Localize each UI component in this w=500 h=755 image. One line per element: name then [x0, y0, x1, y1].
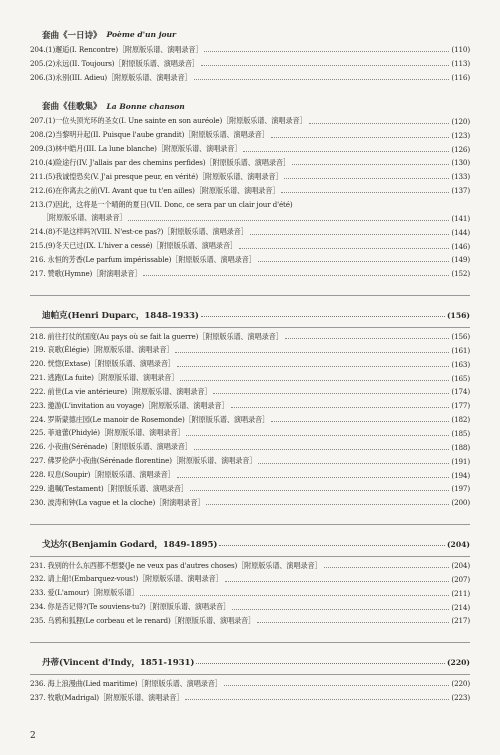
- section-page: (220): [446, 657, 470, 667]
- section-heading[interactable]: [42, 536, 470, 553]
- toc-entry[interactable]: [30, 413, 470, 427]
- entry-page: (110): [451, 45, 470, 55]
- toc-entry[interactable]: [30, 253, 470, 267]
- section-heading-underline: [30, 556, 470, 557]
- toc-entry[interactable]: [30, 482, 470, 496]
- entry-page: (152): [451, 269, 470, 279]
- dot-leader: [281, 191, 449, 193]
- entry-title: 228. 叹息(Soupir)［附原版乐谱、演唱录音］: [30, 470, 175, 480]
- entry-page: (220): [451, 679, 470, 689]
- entry-title: 211.(5)我诚惶恐矣(V. J'ai presque peur, en vérité)［附原版乐谱、演唱录音］: [30, 171, 283, 181]
- entry-page: (188): [451, 442, 470, 452]
- entry-title: 210.(4)险途行(IV. J'allais par des chemins perfides)［附原版乐谱、演唱录音］: [30, 157, 290, 167]
- toc-entry[interactable]: [30, 600, 470, 614]
- entry-title: 237. 牧歌(Madrigal)［附原版乐谱、演唱录音］: [30, 692, 184, 702]
- entry-page: (197): [451, 484, 470, 494]
- entry-title: 225. 菲迪蕾(Phidylé)［附原版乐谱、演唱录音］: [30, 428, 185, 438]
- section-divider: [30, 524, 470, 525]
- entry-title: 205.(2)永远(II. Toujours)［附原版乐谱、演唱录音］: [30, 58, 199, 68]
- toc-entry[interactable]: [30, 496, 470, 510]
- dot-leader: [194, 448, 450, 450]
- entry-page: (200): [451, 498, 470, 508]
- entry-title: 213.(7)因此，这将是一个晴朗的夏日(VII. Donc, ce sera par un clair jour d'été): [30, 199, 293, 209]
- entry-page: (214): [451, 602, 470, 612]
- entry-page: (194): [451, 470, 470, 480]
- entry-title: 207.(1)一位头顶光环的圣女(I. Une sainte en son auréole)［附原版乐谱、演唱录音］: [30, 116, 307, 126]
- entry-title: 233. 爱(L'amour)［附原版乐谱］: [30, 588, 139, 598]
- entry-page: (149): [451, 255, 470, 265]
- dot-leader: [185, 698, 449, 700]
- entry-title: 217. 赞歌(Hymne)［附演唱录音］: [30, 268, 142, 278]
- page-number: 2: [30, 731, 36, 741]
- dot-leader: [194, 78, 450, 80]
- entry-title: 236. 海上浪漫曲(Lied maritime)［附原版乐谱、演唱录音］: [30, 678, 222, 688]
- entry-title: ［附原版乐谱、演唱录音］: [42, 213, 127, 223]
- section-heading[interactable]: [42, 26, 470, 43]
- dot-leader: [257, 621, 449, 623]
- entry-title: 231. 我别的什么东西都不想要(Je ne veux pas d'autres choses)［附原版乐谱、演唱录音］: [30, 560, 322, 570]
- entry-page: (126): [451, 144, 470, 154]
- toc-section: [0, 85, 500, 281]
- entry-title: 215.(9)冬天已过(IX. L'hiver a cessé)［附原版乐谱、演唱录音］: [30, 241, 237, 251]
- dot-leader: [213, 392, 449, 394]
- toc-entry[interactable]: [30, 691, 470, 705]
- entry-title: 208.(2)当黎明升起(II. Puisque l'aube grandit)［附原版乐谱、演唱录音］: [30, 130, 269, 140]
- entry-title: 221. 逃跑(La fuite)［附原版乐谱、演唱录音］: [30, 373, 179, 383]
- toc-entry[interactable]: [30, 142, 470, 156]
- entry-title: 234. 你是否记得?(Te souviens-tu?)［附原版乐谱、演唱录音］: [30, 602, 231, 612]
- section-title: 套曲《佳歌集》: [42, 102, 102, 113]
- dot-leader: [177, 476, 450, 478]
- toc-entry[interactable]: [30, 357, 470, 371]
- entry-title: 235. 乌鸦和狐狸(Le corbeau et le renard)［附原版乐谱、演唱录音］: [30, 615, 256, 625]
- entry-page: (163): [451, 359, 470, 369]
- section-heading-underline: [30, 327, 470, 328]
- table-of-contents: [0, 26, 500, 705]
- toc-entry[interactable]: [30, 371, 470, 385]
- section-page: (156): [446, 310, 470, 320]
- toc-entry[interactable]: [30, 115, 470, 129]
- dot-leader: [206, 503, 449, 505]
- entry-page: (146): [451, 241, 470, 251]
- toc-entry[interactable]: [30, 156, 470, 170]
- toc-entry[interactable]: [30, 572, 470, 586]
- dot-leader: [271, 136, 450, 138]
- toc-entry[interactable]: [30, 454, 470, 468]
- toc-entry[interactable]: [30, 43, 470, 57]
- toc-entry[interactable]: [42, 211, 470, 225]
- section-title: 丹蒂(Vincent d'Indy，1851-1931): [42, 658, 195, 669]
- entry-title: 212.(6)在你离去之前(VI. Avant que tu t'en ailles)［附原版乐谱、演唱录音］: [30, 185, 280, 195]
- entry-title: 224. 罗斯蒙德庄园(Le manoir de Rosemonde)［附原版乐谱、演唱录音］: [30, 414, 270, 424]
- section-title: 戈达尔(Benjamin Godard，1849-1895): [42, 540, 218, 551]
- entry-title: 230. 波涛和钟(La vague et la cloche)［附演唱录音］: [30, 497, 205, 507]
- dot-leader: [128, 219, 449, 221]
- entry-page: (217): [451, 616, 470, 626]
- entry-title: 227. 佛罗伦萨小夜曲(Sérénade florentine)［附原版乐谱、演唱录音］: [30, 456, 257, 466]
- toc-entry[interactable]: [30, 170, 470, 184]
- toc-entry[interactable]: [30, 677, 470, 691]
- toc-entry[interactable]: [30, 184, 470, 198]
- section-divider: [30, 642, 470, 643]
- entry-page: (161): [451, 345, 470, 355]
- dot-leader: [232, 608, 449, 610]
- entry-page: (123): [451, 130, 470, 140]
- dot-leader: [243, 150, 449, 152]
- entry-page: (130): [451, 158, 470, 168]
- toc-section: [0, 524, 500, 628]
- entry-title: 232. 请上船!(Embarquez-vous!)［附原版乐谱、演唱录音］: [30, 574, 223, 584]
- entry-page: (133): [451, 172, 470, 182]
- section-title: 迪帕克(Henri Duparc，1848-1933): [42, 311, 199, 322]
- toc-entry[interactable]: [30, 267, 470, 281]
- entry-page: (182): [451, 415, 470, 425]
- section-heading[interactable]: [42, 307, 470, 324]
- entry-page: (144): [451, 227, 470, 237]
- toc-entry[interactable]: [30, 128, 470, 142]
- dot-leader: [177, 365, 450, 367]
- toc-entry[interactable]: [30, 614, 470, 628]
- dot-leader: [225, 580, 450, 582]
- entry-title: 223. 邀游(L'invitation au voyage)［附原版乐谱、演唱录音］: [30, 400, 229, 410]
- section-page: (204): [446, 539, 470, 549]
- entry-title: 206.(3)永别(III. Adieu)［附原版乐谱、演唱录音］: [30, 72, 192, 82]
- dot-leader: [180, 379, 449, 381]
- toc-entry[interactable]: [30, 559, 470, 573]
- entry-page: (177): [451, 401, 470, 411]
- entry-page: (207): [451, 574, 470, 584]
- dot-leader: [201, 315, 445, 317]
- entry-title: 218. 前往打仗的国度(Au pays où se fait la guerre)［附原版乐谱、演唱录音］: [30, 331, 283, 341]
- toc-section: [0, 26, 500, 85]
- entry-title: 209.(3)林中皓月(III. La lune blanche)［附原版乐谱、演唱录音］: [30, 144, 242, 154]
- entry-page: (113): [451, 59, 470, 69]
- toc-entry[interactable]: [30, 225, 470, 239]
- dot-leader: [175, 351, 449, 353]
- entry-title: 204.(1)邂逅(I. Rencontre)［附原版乐谱、演唱录音］: [30, 44, 203, 54]
- dot-leader: [143, 274, 449, 276]
- entry-page: (116): [451, 73, 470, 83]
- dot-leader: [204, 50, 449, 52]
- entry-page: (165): [451, 373, 470, 383]
- dot-leader: [258, 462, 449, 464]
- entry-page: (223): [451, 693, 470, 703]
- entry-page: (120): [451, 116, 470, 126]
- entry-page: (191): [451, 456, 470, 466]
- dot-leader: [196, 662, 445, 664]
- toc-entry[interactable]: [30, 239, 470, 253]
- toc-section: [0, 295, 500, 510]
- entry-page: (141): [451, 213, 470, 223]
- toc-entry[interactable]: [30, 71, 470, 85]
- section-subtitle: La Bonne chanson: [106, 101, 185, 111]
- dot-leader: [201, 64, 450, 66]
- toc-entry[interactable]: [30, 57, 470, 71]
- dot-leader: [271, 420, 449, 422]
- dot-leader: [239, 247, 450, 249]
- dot-leader: [186, 434, 449, 436]
- entry-title: 229. 遗嘱(Testament)［附原版乐谱、演唱录音］: [30, 483, 188, 493]
- entry-page: (174): [451, 387, 470, 397]
- entry-page: (156): [451, 332, 470, 342]
- toc-entry[interactable]: [30, 468, 470, 482]
- section-divider: [30, 295, 470, 296]
- section-spacer: [0, 85, 500, 98]
- entry-title: 220. 恍惚(Extase)［附原版乐谱、演唱录音］: [30, 359, 175, 369]
- section-heading[interactable]: [42, 98, 470, 115]
- entry-title: 222. 前世(La vie antérieure)［附原版乐谱、演唱录音］: [30, 386, 212, 396]
- section-subtitle: Poème d'un jour: [106, 30, 177, 39]
- dot-leader: [250, 233, 450, 235]
- toc-entry[interactable]: [30, 330, 470, 344]
- entry-page: (137): [451, 186, 470, 196]
- entry-title: 226. 小夜曲(Sérénade)［附原版乐谱、演唱录音］: [30, 442, 192, 452]
- dot-leader: [285, 337, 450, 339]
- dot-leader: [219, 544, 445, 546]
- toc-entry[interactable]: [30, 440, 470, 454]
- dot-leader: [258, 260, 450, 262]
- entry-title: 214.(8)不是这样吗?(VIII. N'est-ce pas?)［附原版乐谱、演唱录音］: [30, 227, 248, 237]
- toc-entry[interactable]: [30, 399, 470, 413]
- toc-entry[interactable]: [30, 427, 470, 441]
- section-heading[interactable]: [42, 654, 470, 671]
- dot-leader: [190, 489, 449, 491]
- dot-leader: [224, 684, 450, 686]
- toc-entry[interactable]: [30, 198, 470, 212]
- entry-page: (185): [451, 428, 470, 438]
- section-title: 套曲《一日诗》: [42, 30, 102, 41]
- toc-entry[interactable]: [30, 344, 470, 358]
- dot-leader: [231, 406, 450, 408]
- entry-title: 216. 永恒的芳香(Le parfum impérissable)［附原版乐谱、演唱录音］: [30, 254, 256, 264]
- section-heading-underline: [30, 674, 470, 675]
- toc-entry[interactable]: [30, 385, 470, 399]
- dot-leader: [309, 122, 450, 124]
- dot-leader: [284, 177, 449, 179]
- dot-leader: [292, 163, 449, 165]
- entry-title: 219. 哀歌(Élégie)［附原版乐谱、演唱录音］: [30, 345, 174, 355]
- dot-leader: [324, 566, 450, 568]
- toc-section: [0, 642, 500, 705]
- entry-page: (211): [451, 588, 470, 598]
- dot-leader: [140, 594, 449, 596]
- toc-entry[interactable]: [30, 586, 470, 600]
- entry-page: (204): [451, 561, 470, 571]
